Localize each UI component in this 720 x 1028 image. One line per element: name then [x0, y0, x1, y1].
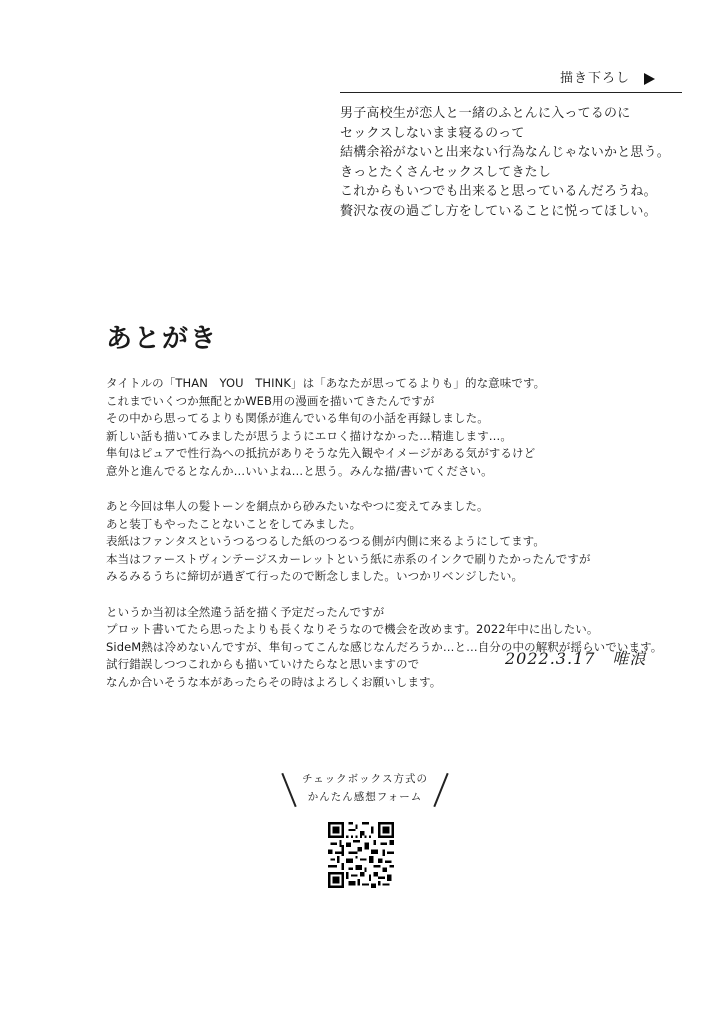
afterword-line: その中から思ってるよりも関係が進んでいる隼旬の小話を再録しました。: [106, 411, 489, 425]
afterword-line: 新しい話も描いてみましたが思うようにエロく描けなかった…精進します…。: [106, 428, 512, 443]
afterword-line: これまでいくつか無配とかWEB用の漫画を描いてきたんですが: [106, 393, 435, 408]
afterword-line: みるみるうちに締切が過ぎて行ったので断念しました。いつかリベンジしたい。: [106, 569, 524, 583]
story-line: きっとたくさんセックスしてきたし: [340, 164, 552, 180]
afterword-line: 試行錯誤しつつこれからも描いていけたらなと思いますので: [106, 657, 420, 671]
story-line: これからもいつでも出来ると思っているんだろうね。: [340, 184, 657, 199]
afterword-line: 表紙はファンタスというつるつるした紙のつるつる側が内側に来るようにしてます。: [106, 534, 545, 548]
afterword-line: 意外と進んでるとなんか…いいよね…と思う。みんな描/書いてください。: [106, 463, 493, 478]
afterword-line: 本当はファーストヴィンテージスカーレットという紙に赤系のインクで刷りたかったんですが: [106, 551, 591, 566]
afterword-line: なんか合いそうな本があったらその時はよろしくお願いします。: [106, 674, 442, 689]
afterword-line: あと装丁もやったことないことをしてみました。: [106, 516, 362, 531]
afterword-line: プロット書いてたら思ったよりも長くなりそうなので機会を改めます。2022年中に出したい。: [106, 622, 599, 636]
feedback-form-prompt: [280, 768, 450, 812]
afterword-paragraph: [106, 375, 666, 480]
signature-date: 2022.3.17 唯浪: [505, 649, 647, 668]
afterword-line: あと今回は隼人の髪トーンを網点から砂みたいなやつに変えてみました。: [106, 499, 489, 513]
qr-code-icon[interactable]: [328, 822, 394, 888]
form-prompt-line: チェックボックス方式の: [301, 773, 429, 785]
afterword-line: 隼旬はピュアで性行為への抵抗がありそうな先入観やイメージがある気がするけど: [106, 446, 536, 460]
afterword-line: SideM熱は冷めないんですが、隼旬ってこんな感じなんだろうか…と…自分の中の解釈が揺らいでいます。: [106, 639, 663, 654]
play-triangle-icon: [644, 73, 655, 85]
short-story: [340, 104, 690, 221]
form-prompt-line: かんたん感想フォーム: [307, 791, 423, 803]
afterword-line: タイトルの「THAN YOU THINK」は「あなたが思ってるよりも」的な意味です。: [106, 376, 546, 390]
afterword-paragraph: [106, 498, 666, 586]
story-line: 贅沢な夜の過ごし方をしていることに悦ってほしい。: [340, 203, 657, 219]
header-divider: [340, 92, 682, 93]
story-line: セックスしないまま寝るのって: [340, 125, 525, 141]
section-header: [560, 68, 680, 90]
section-header-label: 描き下ろし: [560, 71, 631, 86]
story-line: 男子高校生が恋人と一緒のふとんに入ってるのに: [340, 106, 631, 121]
story-line: 結構余裕がないと出来ない行為なんじゃないかと思う。: [340, 145, 671, 160]
afterword-title: あとがき: [106, 324, 219, 354]
afterword-line: というか当初は全然違う話を描く予定だったんですが: [106, 604, 385, 619]
